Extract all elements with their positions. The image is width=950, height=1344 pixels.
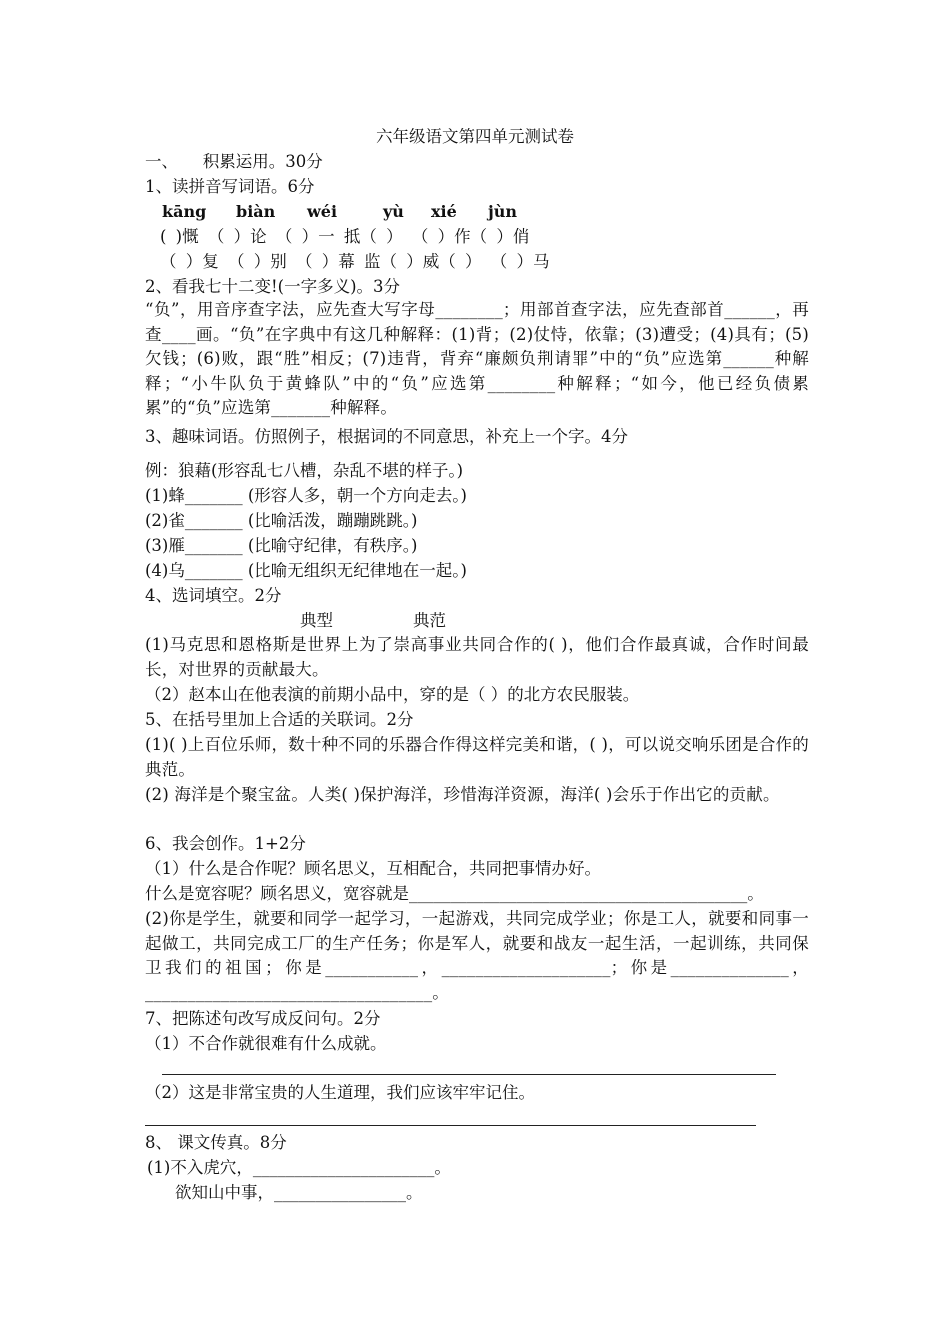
q6-item-1b: 什么是宽容呢？顾名思义，宽容就是_________________________________________。 — [145, 884, 764, 903]
q3-example: 例：狼藉(形容乱七八槽，杂乱不堪的样子。) — [145, 461, 464, 480]
q7-answer-line-1[interactable] — [162, 1074, 776, 1075]
q3-heading: 3、趣味词语。仿照例子，根据词的不同意思，补充上一个字。4分 — [145, 427, 628, 446]
q5-item-2: (2) 海洋是个聚宝盆。人类( )保护海洋，珍惜海洋资源，海洋( )会乐于作出它的贡献。 — [145, 785, 780, 804]
q1-row-1: ( )慨 （ ）论 （ ）一 抵（ ） （ ）作（ ）俏 — [160, 227, 530, 246]
q1-heading: 1、读拼音写词语。6分 — [145, 177, 315, 196]
q7-item-2: （2）这是非常宝贵的人生道理，我们应该牢牢记住。 — [145, 1083, 535, 1102]
q8-item-2: 欲知山中事，________________。 — [175, 1183, 423, 1202]
q6-heading: 6、我会创作。1+2分 — [145, 834, 306, 853]
q8-item-1: (1)不入虎穴，______________________。 — [147, 1158, 451, 1177]
q4-item-1 — [145, 633, 809, 682]
page-title: 六年级语文第四单元测试卷 — [376, 127, 574, 146]
q4-word-1: 典型 — [300, 611, 333, 630]
q2-body: “负”，用音序查字法，应先查大写字母________；用部首查字法，应先查部首______，再查____画。“负”在字典中有这几种解释：(1)背；(2)仗恃，依靠；(3)遭受；(4)具有；(5)欠钱；(6)败，跟“胜”相反；(7)违背，背弃“廉颇负荆请罪”中的“负”应选第______种解释；“小牛队负于黄蜂队”中的“负”应选第________种解释；“如今，他已经负债累累”的“负”应选第_______种解释。 — [145, 300, 809, 417]
pinyin-4: yù — [383, 202, 404, 221]
q4-heading: 4、选词填空。2分 — [145, 586, 282, 605]
q7-heading: 7、把陈述句改写成反问句。2分 — [145, 1009, 381, 1028]
q3-item-2: (2)雀_______ (比喻活泼，蹦蹦跳跳。) — [145, 511, 418, 530]
q4-item-2: （2）赵本山在他表演的前期小品中，穿的是（ ）的北方农民服装。 — [145, 685, 640, 704]
q6-item-2: (2)你是学生，就要和同学一起学习，一起游戏，共同完成学业；你是工人，就要和同事一起做工，共同完成工厂的生产任务；你是军人，就要和战友一起生活，一起训练，共同保卫我们的祖国；你是___________，____________________；你是______________，__________________________________。 — [145, 909, 809, 1002]
q4-item-1-text: (1)马克思和恩格斯是世界上为了崇高事业共同合作的( )，他们合作最真诚，合作时间最长，对世界的贡献最大。 — [145, 635, 809, 679]
pinyin-2: biàn — [236, 202, 276, 221]
q7-answer-line-2[interactable] — [145, 1125, 756, 1126]
q3-item-3: (3)雁_______ (比喻守纪律，有秩序。) — [145, 536, 418, 555]
pinyin-1: kāng — [162, 202, 207, 221]
q3-item-1: (1)蜂_______ (形容人多，朝一个方向走去。) — [145, 486, 467, 505]
q8-heading: 8、 课文传真。8分 — [145, 1133, 287, 1152]
q4-word-2: 典范 — [413, 611, 446, 630]
q3-item-4: (4)乌_______ (比喻无组织无纪律地在一起。) — [145, 561, 467, 580]
pinyin-3: wéi — [307, 202, 338, 221]
q5-item-1: (1)( )上百位乐师，数十种不同的乐器合作得这样完美和谐，( )，可以说交响乐团是合作的典范。 — [145, 735, 809, 779]
q7-item-1: （1）不合作就很难有什么成就。 — [145, 1034, 387, 1053]
q2-heading: 2、看我七十二变!(一字多义)。3分 — [145, 277, 401, 296]
pinyin-5: xié — [431, 202, 457, 221]
q1-row-2: （ ）复 （ ）别 （ ）幕 监（ ）威（ ） （ ）马 — [160, 252, 550, 271]
q5-heading: 5、在括号里加上合适的关联词。2分 — [145, 710, 414, 729]
q6-item-1: （1）什么是合作呢？顾名思义，互相配合，共同把事情办好。 — [145, 859, 601, 878]
section-heading: 一、 积累运用。30分 — [145, 152, 323, 171]
pinyin-6: jùn — [488, 202, 518, 221]
